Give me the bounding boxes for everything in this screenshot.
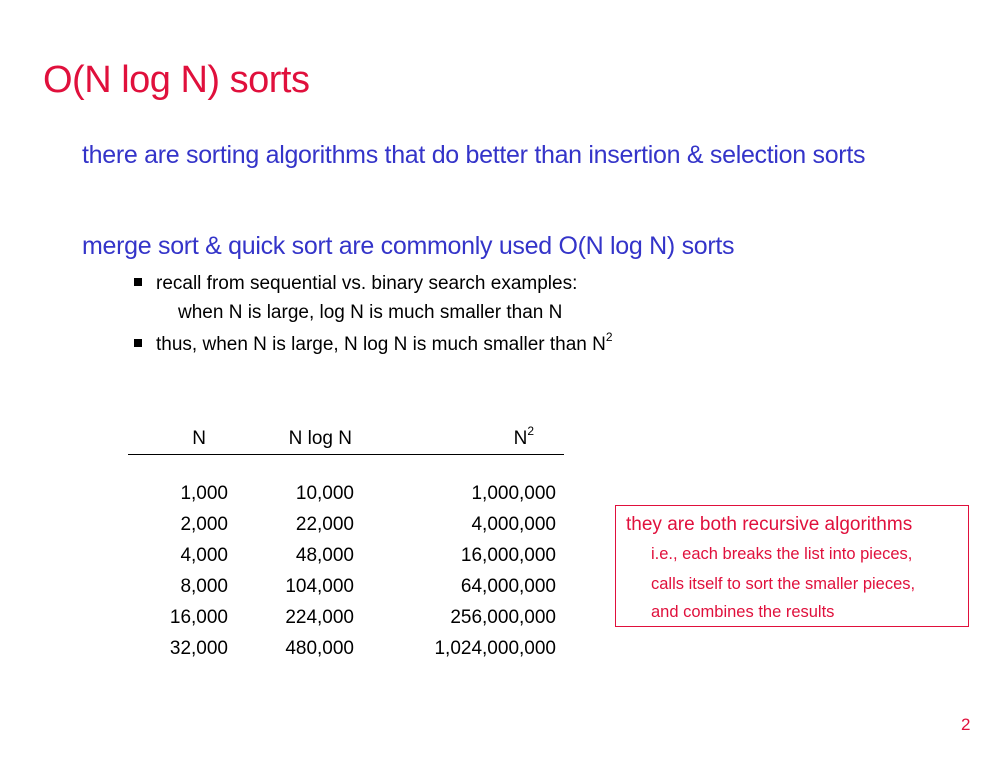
cell-nsquared: 4,000,000: [471, 514, 556, 535]
cell-n: 4,000: [180, 545, 228, 566]
cell-nlogn: 104,000: [285, 576, 354, 597]
square-bullet-icon: [134, 339, 142, 347]
note-line-1: i.e., each breaks the list into pieces,: [651, 545, 913, 563]
header-nlogn: N log N: [288, 428, 352, 449]
header-nsq-base: N: [513, 428, 528, 449]
cell-nlogn: 224,000: [285, 607, 354, 628]
slide-title: O(N log N) sorts: [43, 59, 310, 101]
point-merge-quick-sort: merge sort & quick sort are commonly used O(N log N) sorts: [82, 232, 735, 260]
cell-nlogn: 22,000: [295, 514, 354, 535]
page-number: 2: [961, 715, 971, 734]
table-row: [128, 545, 564, 576]
cell-nsquared: 16,000,000: [460, 545, 556, 566]
cell-nlogn: 10,000: [295, 483, 354, 504]
cell-n: 32,000: [169, 638, 228, 659]
cell-n: 16,000: [169, 607, 228, 628]
note-line-3: and combines the results: [651, 603, 835, 621]
note-heading: they are both recursive algorithms: [626, 514, 913, 535]
table-row: [128, 576, 564, 607]
table-row: [128, 607, 564, 638]
table-header-row: [128, 423, 564, 455]
square-bullet-icon: [134, 278, 142, 286]
recursive-note-box: [615, 505, 969, 627]
table-row: [128, 514, 564, 545]
cell-nsquared: 64,000,000: [460, 576, 556, 597]
header-nsq-sup: 2: [527, 423, 534, 438]
thus-text: thus, when N is large, N log N is much smaller than N: [156, 334, 606, 355]
cell-n: 2,000: [180, 514, 228, 535]
cell-nlogn: 480,000: [285, 638, 354, 659]
note-line-2: calls itself to sort the smaller pieces,: [651, 575, 916, 593]
header-nsquared: [513, 423, 534, 450]
table-row: [128, 638, 564, 669]
cell-n: 8,000: [180, 576, 228, 597]
sub-point-thus: [134, 329, 613, 357]
point-better-sorts: there are sorting algorithms that do better than insertion & selection sorts: [82, 141, 866, 169]
recall-line1-text: recall from sequential vs. binary search examples:: [156, 273, 578, 294]
cell-nlogn: 48,000: [295, 545, 354, 566]
sub-point-recall: [134, 272, 577, 296]
cell-nsquared: 1,024,000,000: [434, 638, 556, 659]
complexity-table: [128, 423, 564, 669]
cell-nsquared: 256,000,000: [450, 607, 556, 628]
header-n: N: [192, 428, 206, 449]
cell-nsquared: 1,000,000: [471, 483, 556, 504]
recall-line2-text: when N is large, log N is much smaller than N: [178, 302, 563, 323]
table-body: [128, 483, 564, 669]
cell-n: 1,000: [180, 483, 228, 504]
thus-superscript: 2: [605, 329, 613, 344]
table-row: [128, 483, 564, 514]
